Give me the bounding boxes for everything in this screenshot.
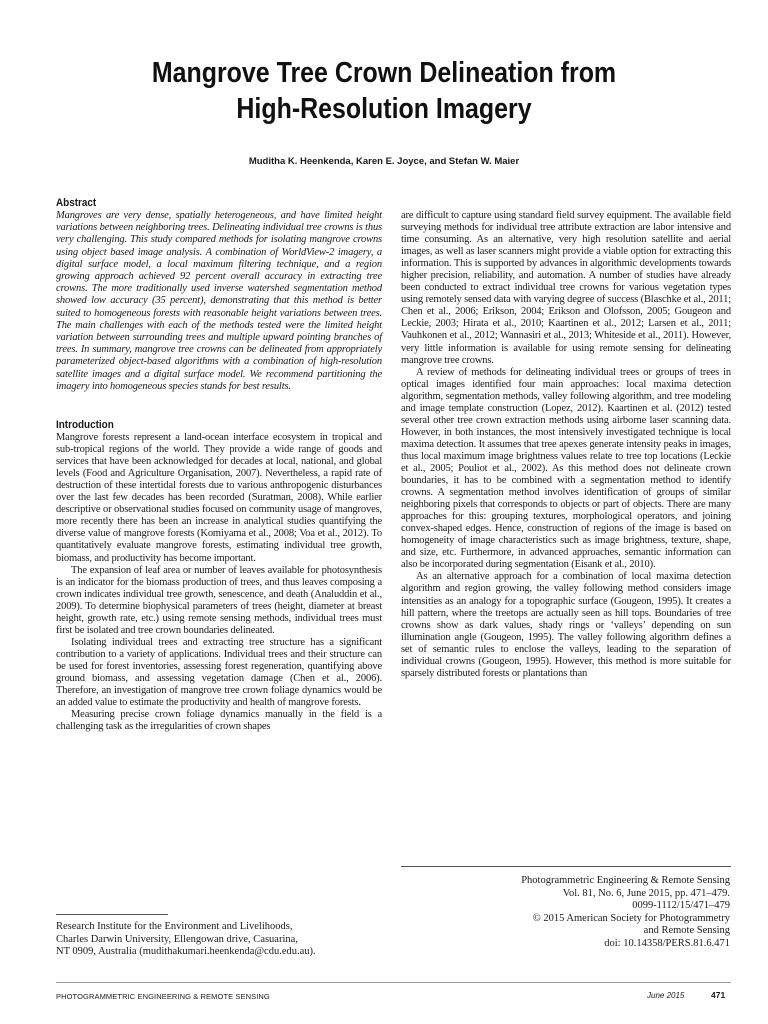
intro-paragraph-3: Isolating individual trees and extracting tree structure has a significant contribution to a variety of applications. Individual trees and their structure can be used for forest inventories, assessing forest regeneration, quantifying above ground biomass, and assessing vegetation damage (Chen et al., 2006). Therefore, an investigation of mangrove tree crown foliage dynamics would be an added value to estimate the productivity and health of mangrove forests. (56, 636, 382, 709)
author-list: Muditha K. Heenkenda, Karen E. Joyce, and Stefan W. Maier (248, 156, 520, 167)
journal-volume: Vol. 81, No. 6, June 2015, pp. 471–479. (562, 887, 730, 899)
title-line-2: High-Resolution Imagery (236, 93, 532, 125)
footer-divider (56, 982, 731, 983)
journal-copyright-cont: and Remote Sensing (643, 925, 730, 936)
footer-date: June 2015 (647, 991, 685, 1000)
paper-title (54, 55, 714, 127)
title-line-1: Mangrove Tree Crown Delineation from (151, 57, 617, 89)
journal-issn: 0099-1112/15/471–479 (632, 900, 730, 911)
journal-name: Photogrammetric Engineering & Remote Sensing (521, 875, 730, 886)
affiliation-line-3: NT 0909, Australia (mudithakumari.heenkenda@cdu.edu.au). (56, 946, 316, 957)
journal-info (400, 875, 730, 950)
abstract-heading: Abstract (56, 197, 97, 209)
affiliation-line-1: Research Institute for the Environment and Livelihoods, (56, 921, 293, 932)
introduction-heading: Introduction (56, 419, 114, 432)
left-column (56, 197, 382, 733)
journal-info-divider (401, 866, 731, 867)
affiliation-line-2: Charles Darwin University, Ellengowan drive, Casuarina, (56, 933, 298, 945)
intro-paragraph-2: The expansion of leaf area or number of leaves available for photosynthesis is an indicator for the biomass production of trees, and thus leaves composing a crown indicates individual tree growth, senescence, and death (Analuddin et al., 2009). To determine biophysical parameters of trees (height, diameter at breast height, growth rate, etc.) using remote sensing methods, individual trees must first be isolated and tree crown boundaries delineated. (56, 564, 382, 636)
intro-paragraph-1: Mangrove forests represent a land-ocean interface ecosystem in tropical and sub-tropical regions of the world. They provide a wide range of goods and services that have been acknowledged for decades at local, national, and global levels (Food and Agriculture Organisation, 2007). Nevertheless, a rapid rate of destruction of these intertidal forests due to various anthropogenic disturbances over the last few decades has been recorded (Suratman, 2008). While earlier descriptive or observational studies focused on community usage of mangroves, more recently there has been an increase in analytical studies quantifying the diverse value of mangrove forests (Komiyama et al., 2008; Voa et al., 2012). To quantitatively evaluate mangrove forests, estimating individual tree growth, biomass, and productivity has become important. (56, 432, 382, 564)
intro-paragraph-4: Measuring precise crown foliage dynamics manually in the field is a challenging task as the irregularities of crown shapes (56, 709, 382, 733)
affiliation-divider (56, 914, 168, 915)
body-paragraph-3: As an alternative approach for a combination of local maxima detection algorithm and region growing, the valley following method considers image intensities as an analogy for a topographic surface (Gougeon, 1995). It creates a hill pattern, where the treetops are actually seen as hill tops. Boundaries of tree crowns show as dark values, shady rings or ‘valleys’ depending on sun illumination angle (Gougeon, 1995). The valley following algorithm defines a set of semantic rules to enclose the valleys, leading to the separation of individual crowns (Gougeon, 1995). However, this method is more suitable for sparsely distributed forests or plantations than (401, 571, 731, 679)
body-paragraph-2: A review of methods for delineating individual trees or groups of trees in optical images identified four main approaches: local maxima detection algorithm, segmentation methods, valley following algorithm, and tree modeling and image template construction (Lopez, 2012). Kaartinen et al. (2012) tested several other tree crown extraction methods using airborne laser scanning data. However, in both instances, the most intensively investigated technique is local maxima detection. It assumes that tree apexes generate intensity peaks in images, thus local maximum image brightness values relate to tree top locations (Leckie et al., 2005; Pouliot et al., 2002). As this method does not delineate crown boundaries, it has to be combined with a segmentation method to identify crowns. A segmentation method involves identification of groups of similar neighboring pixels that corresponds to objects or part of objects. There are many approaches for this: grouping textures, morphological operators, and joining convex-shaped edges. Hence, construction of regions of the image is based on homogeneity of image characteristics such as image brightness, texture, shape, and size, etc. Furthermore, in advanced approaches, semantic information can also be incorporated during segmentation (Eisank et al., 2010). (401, 366, 731, 571)
journal-copyright: © 2015 American Society for Photogrammetry (532, 912, 730, 924)
right-column (401, 210, 731, 680)
abstract-text: Mangroves are very dense, spatially heterogeneous, and have limited height variations between neighboring trees. Delineating individual tree crowns is thus very challenging. This study compared methods for isolating mangrove crowns using object based image analysis. A combination of WorldView-2 imagery, a digital surface model, a local maximum filtering technique, and a region growing approach achieved 92 percent overall accuracy in extracting tree crowns. The more traditionally used inverse watershed segmentation method showed low accuracy (35 percent), demonstrating that this method is better suited to homogeneous forests with reasonable height variations between trees. The main challenges with each of the methods tested were the limited height variation between surrounding trees and multiple upward pointing branches of trees. In summary, mangrove tree crowns can be delineated from appropriately parameterized object-based algorithms with a combination of high-resolution satellite images and a digital surface model. We recommend partitioning the imagery into homogeneous species stands for best results. (56, 210, 382, 392)
journal-doi: doi: 10.14358/PERS.81.6.471 (604, 937, 730, 949)
author-affiliation (56, 921, 386, 959)
page-number: 471 (711, 990, 726, 1000)
footer-journal-name: PHOTOGRAMMETRIC ENGINEERING & REMOTE SENSING (56, 992, 270, 1001)
body-paragraph-1: are difficult to capture using standard field survey equipment. The available field surveying methods for individual tree attribute extraction are labor intensive and time consuming. As an alternative, very high resolution satellite and aerial images, as well as laser scanners might provide a viable option for extracting this information. This is supported by advances in algorithmic developments towards higher precision, reliability, and automation. A number of studies have already been conducted to extract individual tree crowns for various vegetation types using remotely sensed data with varying degree of success (Blaschke et al., 2011; Chen et al., 2006; Erikson, 2004; Erikson and Olofsson, 2005; Gougeon and Leckie, 2003; Hirata et al., 2010; Kaartinen et al., 2012; Larsen et al., 2011; Vauhkonen et al., 2012; Wannasiri et al., 2013; Whiteside et al., 2011). However, very little information is available for using remote sensing for delineating mangrove tree crowns. (401, 210, 731, 366)
